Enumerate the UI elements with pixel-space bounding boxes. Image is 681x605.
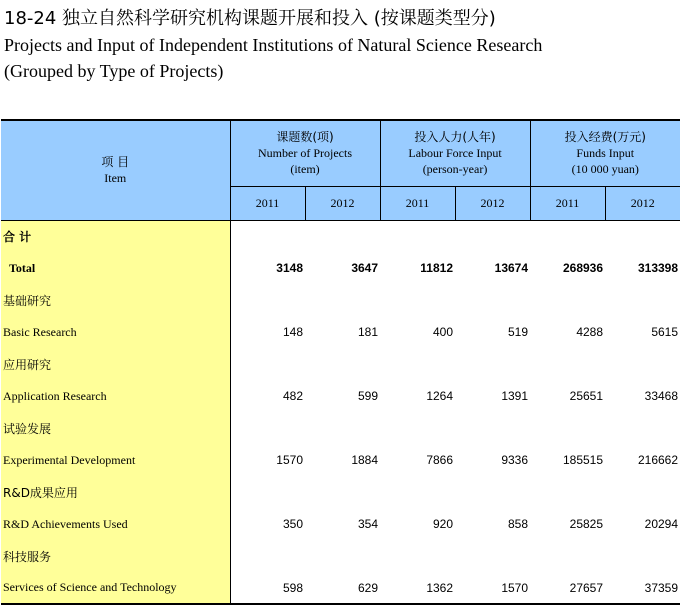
table-cell: 27657 [530, 572, 605, 604]
group-header-en: Labour Force Input [408, 146, 502, 161]
table-cell: 268936 [562, 261, 604, 275]
table-row [1, 252, 680, 284]
item-header [1, 120, 230, 220]
row-label-zh: 应用研究 [1, 348, 230, 380]
row-label-zh: R&D成果应用 [1, 476, 230, 508]
table-cell: 598 [230, 572, 305, 604]
table-title-en: Projects and Input of Independent Institutions of Natural Science Research [4, 35, 543, 55]
year-header: 2011 [530, 186, 605, 220]
group-header-projects [230, 120, 380, 186]
table-row [1, 380, 680, 412]
table-row [1, 316, 680, 348]
row-label-zh: 科技服务 [1, 540, 230, 572]
group-header-en: Funds Input [576, 146, 635, 161]
table-cell: 354 [357, 517, 379, 531]
group-header-unit: (item) [290, 162, 320, 177]
table-cell: 629 [305, 572, 380, 604]
row-label-zh: 基础研究 [1, 284, 230, 316]
year-header: 2012 [455, 186, 530, 220]
table-row [1, 348, 680, 380]
table-title-zh: 18-24 独立自然科学研究机构课题开展和投入 (按课题类型分) [4, 8, 496, 29]
data-table [1, 119, 680, 605]
item-header-zh: 项 目 [101, 155, 130, 170]
group-header-zh: 投入人力(人年) [414, 130, 496, 145]
table-cell: 350 [230, 508, 305, 540]
table-cell: 25651 [569, 389, 604, 403]
group-header-zh: 课题数(项) [276, 130, 334, 145]
table-cell: 482 [230, 380, 305, 412]
table-cell: 148 [230, 316, 305, 348]
table-cell: 400 [432, 325, 454, 339]
group-header-funds [530, 120, 680, 186]
row-label-en: Application Research [1, 380, 230, 412]
table-cell: 1570 [455, 572, 530, 604]
group-header-labour [380, 120, 530, 186]
table-cell: 1884 [351, 453, 379, 467]
group-header-unit: (person-year) [422, 162, 488, 177]
row-label-en: R&D Achievements Used [1, 508, 230, 540]
table-cell: 181 [357, 325, 379, 339]
table-cell: 1264 [426, 389, 454, 403]
table-cell: 25825 [569, 517, 604, 531]
table-cell: 1362 [380, 572, 455, 604]
table-cell: 3647 [351, 261, 379, 275]
table-cell: 858 [507, 517, 529, 531]
table-row [1, 476, 680, 508]
table-cell: 20294 [644, 517, 679, 531]
table-cell: 920 [432, 517, 454, 531]
table-row [1, 284, 680, 316]
table-cell: 5615 [651, 325, 679, 339]
row-label-en: Services of Science and Technology [1, 572, 230, 604]
group-header-en: Number of Projects [258, 146, 352, 161]
table-row [1, 540, 680, 572]
table-row [1, 412, 680, 444]
row-label-zh: 试验发展 [1, 412, 230, 444]
table-cell: 33468 [644, 389, 679, 403]
year-header: 2011 [380, 186, 455, 220]
table-cell: 7866 [426, 453, 454, 467]
table-cell: 11812 [420, 261, 454, 275]
table-cell: 1570 [230, 444, 305, 476]
table-row [1, 572, 680, 604]
year-header: 2012 [605, 186, 680, 220]
table-row [1, 220, 680, 252]
year-header: 2011 [230, 186, 305, 220]
row-label-zh: 合 计 [1, 220, 230, 252]
item-header-en: Item [104, 171, 127, 186]
table-cell: 37359 [605, 572, 680, 604]
group-header-unit: (10 000 yuan) [571, 162, 639, 177]
row-label-en: Total [1, 252, 230, 284]
table-cell: 313398 [637, 261, 679, 275]
table-cell: 185515 [562, 453, 604, 467]
table-cell: 599 [357, 389, 379, 403]
table-cell: 1391 [501, 389, 529, 403]
table-subtitle-en: (Grouped by Type of Projects) [4, 61, 224, 81]
table-cell: 519 [507, 325, 529, 339]
table-cell: 13674 [494, 261, 529, 275]
table-row [1, 444, 680, 476]
table-cell: 216662 [637, 453, 679, 467]
table-row [1, 508, 680, 540]
table-cell: 3148 [230, 252, 305, 284]
year-header: 2012 [305, 186, 380, 220]
row-label-en: Basic Research [1, 316, 230, 348]
table-cell: 9336 [501, 453, 529, 467]
group-header-zh: 投入经费(万元) [564, 130, 646, 145]
row-label-en: Experimental Development [1, 444, 230, 476]
table-cell: 4288 [576, 325, 604, 339]
